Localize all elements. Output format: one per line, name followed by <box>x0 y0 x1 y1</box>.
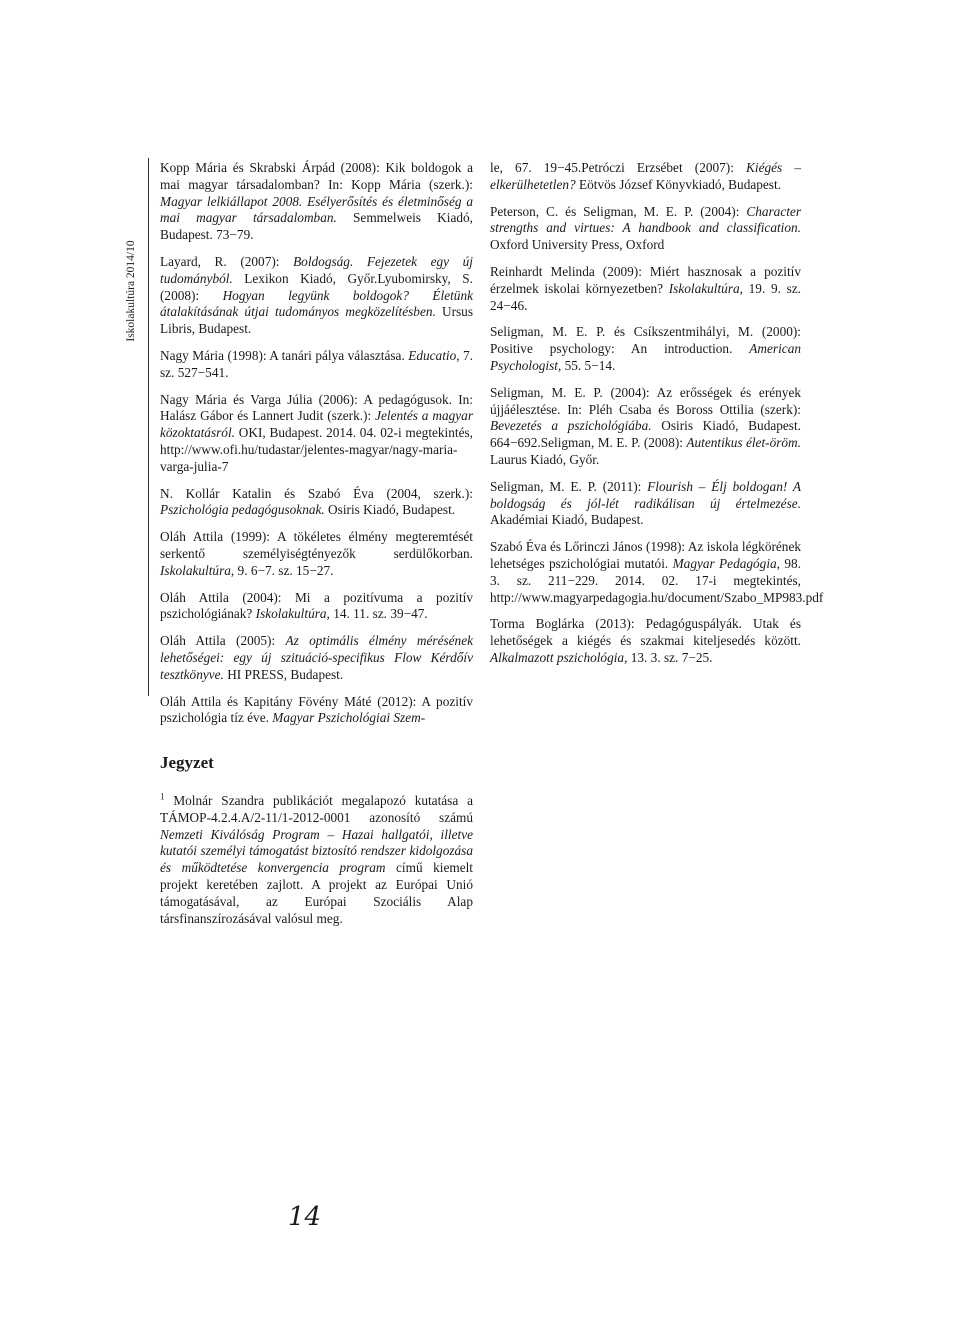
reference-text: Oláh Attila (2004): Mi a pozitívuma a pozitív pszichológiának? <box>160 589 473 622</box>
reference-text: American Psychologist <box>490 341 801 373</box>
reference-entry <box>490 324 801 374</box>
reference-text: Eötvös József Könyvkiadó, Budapest. <box>575 176 781 192</box>
reference-text: , 14. 11. sz. 39−47. <box>326 606 428 622</box>
reference-text: Osiris Kiadó, Budapest. <box>324 502 456 518</box>
reference-text: Pszichológia pedagógusoknak. <box>160 502 325 518</box>
reference-text: Seligman, M. E. P. (2004): Az erősségek és erények újjáélesztése. In: Pléh Csaba és Boross Ottilia (szerk): <box>490 384 801 417</box>
reference-text: HI PRESS, Budapest. <box>223 666 344 682</box>
running-head: Iskolakultúra 2014/10 <box>125 240 137 342</box>
reference-text: , 55. 5−14. <box>557 357 616 373</box>
reference-text: Reinhardt Melinda (2009): Miért hasznosak a pozitív érzelmek iskolai környezetben? <box>490 263 801 296</box>
reference-text: Lexikon Kiadó, Győr.Lyubomirsky, S. (2008): <box>160 270 473 303</box>
reference-text: Osiris Kiadó, Budapest. 664−692.Seligman, M. E. P. (2008): <box>490 418 801 451</box>
footnote <box>160 793 473 927</box>
reference-text: Character strengths and virtues: A handbook and classification. <box>490 203 801 236</box>
reference-text: , 98. 3. sz. 211−229. 2014. 02. 17-i megtekintés, http://www.magyarpedagogia.hu/document/Szabo_MP983.pdf <box>490 555 824 605</box>
reference-text: , 13. 3. sz. 7−25. <box>624 649 713 665</box>
reference-text: Oláh Attila (1999): A tökéletes élmény megteremtését serkentő személyiségtényezők serdülőkorban. <box>160 529 473 561</box>
reference-text: Akadémiai Kiadó, Budapest. <box>490 512 644 528</box>
footnote-marker: 1 <box>160 791 165 802</box>
reference-text: Bevezetés a pszichológiába. <box>490 418 652 434</box>
reference-text: Szabó Éva és Lőrinczi János (1998): Az iskola légkörének lehetséges pszichológiai mutatói. <box>490 539 801 571</box>
reference-text: Seligman, M. E. P. (2011): <box>490 478 648 494</box>
reference-text: Alkalmazott pszichológia <box>490 649 625 665</box>
reference-text: Oláh Attila (2005): <box>160 633 286 649</box>
reference-text: Magyar Pszichológiai Szem- <box>272 710 426 726</box>
reference-text: Magyar Pedagógia <box>672 555 777 571</box>
reference-entry <box>160 254 473 338</box>
reference-text: Flourish – Élj boldogan! A boldogság és jól-lét radikálisan új értelmezése. <box>490 478 801 511</box>
reference-text: Oláh Attila és Kapitány Fövény Máté (2012): A pozitív pszichológia tíz éve. <box>160 693 473 726</box>
reference-entry <box>160 590 473 624</box>
reference-text: Kopp Mária és Skrabski Árpád (2008): Kik boldogok a mai magyar társadalomban? In: Kopp Mária (szerk.): <box>160 160 473 192</box>
reference-text: Semmelweis Kiadó, Budapest. 73−79. <box>160 210 473 243</box>
reference-text: Iskolakultúra <box>668 280 740 296</box>
reference-entry <box>160 348 473 382</box>
reference-entry <box>160 486 473 520</box>
reference-text: Educatio <box>408 347 457 363</box>
reference-entry <box>490 264 801 314</box>
references-right-column <box>490 160 824 677</box>
reference-entry <box>490 479 801 529</box>
reference-text: Layard, R. (2007): <box>160 253 294 269</box>
reference-text: Magyar lelkiállapot 2008. Esélyerősítés és életminőség a mai magyar társadalomban. <box>160 193 473 226</box>
reference-text: , 7. sz. 527−541. <box>160 347 473 380</box>
reference-entry <box>160 160 473 244</box>
footnote-text-italic: Nemzeti Kiválóság Program – Hazai hallgatói, illetve kutatói személyi támogatást biztosító rendszer kidolgozása és működtetése konvergencia program <box>160 826 473 876</box>
reference-text: Iskolakultúra <box>255 606 327 622</box>
reference-entry <box>160 529 473 579</box>
reference-text: Seligman, M. E. P. és Csíkszentmihályi, M. (2000): Positive psychology: An introduction. <box>490 324 801 357</box>
reference-text: Laurus Kiadó, Győr. <box>490 451 600 467</box>
reference-text: Ursus Libris, Budapest. <box>160 304 473 337</box>
reference-text: Oxford University Press, Oxford <box>490 237 665 253</box>
reference-text: Autentikus élet-öröm. <box>686 435 801 451</box>
reference-entry <box>160 694 473 728</box>
page-number: 14 <box>288 1202 322 1232</box>
reference-entry <box>160 633 473 683</box>
reference-entry <box>490 539 824 606</box>
reference-text: le <box>490 160 500 175</box>
reference-text: Peterson, C. és Seligman, M. E. P. (2004): <box>490 203 747 219</box>
reference-text: , 67. 19−45.Petróczi Erzsébet (2007): <box>499 160 747 175</box>
reference-text: Az optimális élmény mérésének lehetőségei: egy új szituáció-specifikus Flow Kérdőív tesztkönyve. <box>160 633 474 682</box>
reference-text: , 19. 9. sz. 24−46. <box>490 280 801 313</box>
margin-rule <box>148 158 149 696</box>
reference-text: Nagy Mária (1998): A tanári pálya választása. <box>160 347 409 363</box>
reference-entry <box>160 392 473 476</box>
reference-text: Iskolakultúra <box>160 562 231 578</box>
reference-entry <box>490 385 801 469</box>
reference-entry <box>490 160 801 194</box>
reference-text: Torma Boglárka (2013): Pedagóguspályák. Utak és lehetőségek a kiégés és szakmai kiteljesedés között. <box>490 616 801 649</box>
reference-entry <box>490 616 801 666</box>
reference-text: Kiégés – elkerülhetetlen? <box>490 160 802 192</box>
reference-text: OKI, Budapest. 2014. 04. 02-i megtekintés, http://www.ofi.hu/tudastar/jelentes-magyar/nagy-maria-varga-julia-7 <box>160 425 473 474</box>
reference-text: Jelentés a magyar közoktatásról. <box>160 408 473 441</box>
reference-text: Hogyan legyünk boldogok? Életünk átalakításának útjai tudományos megközelítésben. <box>160 287 473 320</box>
reference-text: Nagy Mária és Varga Júlia (2006): A pedagógusok. In: Halász Gábor és Lannert Judit (szerk.): <box>160 391 473 424</box>
footnote-text-a: Molnár Szandra publikációt megalapozó kutatása a TÁMOP-4.2.4.A/2-11/1-2012-0001 azonosító számú <box>160 793 473 825</box>
reference-text: N. Kollár Katalin és Szabó Éva (2004, szerk.): <box>160 485 473 501</box>
notes-title: Jegyzet <box>160 753 214 772</box>
reference-text: , 9. 6−7. sz. 15−27. <box>230 562 334 578</box>
reference-entry <box>490 204 801 254</box>
footnote-text-b: című kiemelt projekt keretében zajlott. A projekt az Európai Unió támogatásával, az Európai Szociális Alap társfinanszírozásával valósul meg. <box>160 860 473 926</box>
reference-text: Boldogság. Fejezetek egy új tudományból. <box>160 253 473 286</box>
references-left-column <box>160 160 473 737</box>
